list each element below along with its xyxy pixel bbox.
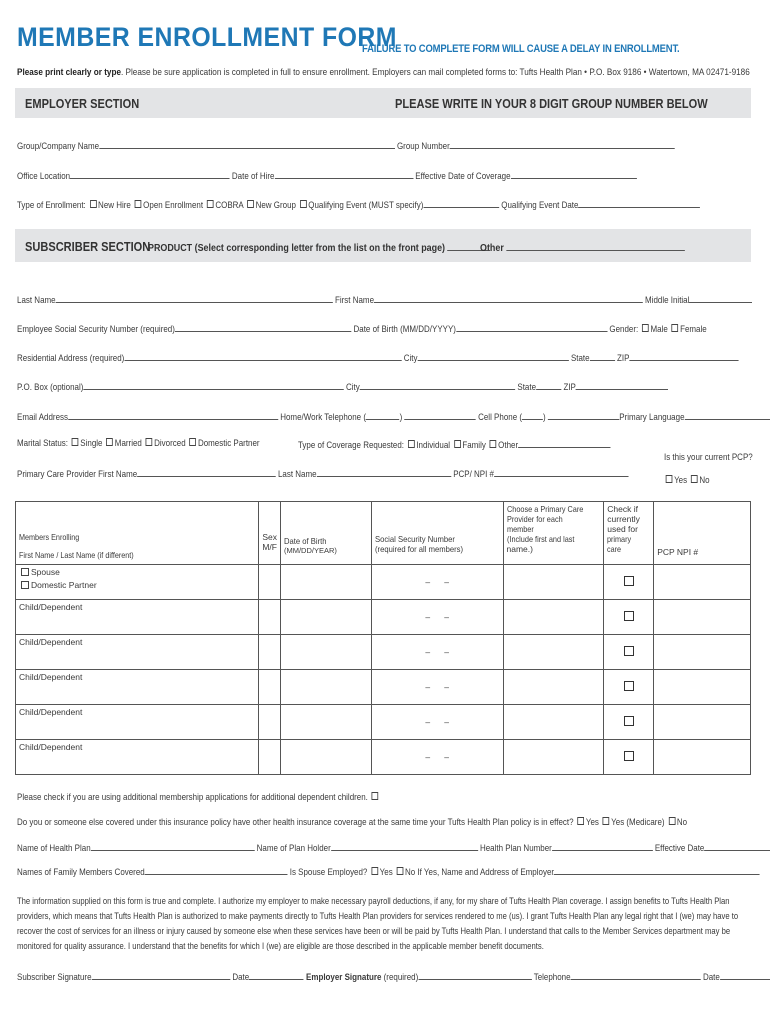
subscriber-signature-label: Subscriber Signature [17,972,92,983]
child-label: Child/Dependent [19,602,83,612]
company-row [17,139,675,152]
signature-row [17,970,770,983]
sex-header: Sex M/F [259,502,281,565]
current-pcp-header: Check if currently used for primary care [604,502,654,565]
spouse-yes-checkbox[interactable] [371,867,378,875]
telephone-label: Telephone [533,972,571,983]
child-label: Child/Dependent [19,742,83,752]
pcp-yes-label: Yes [674,475,688,486]
qualifying-event-field[interactable] [423,198,499,208]
pcp-yes-no [664,475,710,486]
state-label: State [570,353,590,364]
married-label: Married [114,438,142,449]
first-name-field[interactable] [374,293,643,303]
name-health-plan-field[interactable] [91,841,255,851]
dob-field[interactable] [456,322,607,332]
cell-phone-label: Cell Phone ( [478,412,523,423]
single-label: Single [80,438,103,449]
other-coverage-checkbox[interactable] [490,440,497,448]
group-number-label: Group Number [396,141,450,152]
open-enrollment-label: Open Enrollment [143,200,204,211]
po-zip-field[interactable] [576,380,668,390]
name-row [17,293,752,306]
marital-status-label: Marital Status: [17,438,69,449]
new-group-label: New Group [255,200,296,211]
cell-area-field[interactable] [522,410,543,420]
contact-row: Email Address Home/Work Telephone ( ) Cell Phone ( ) Primary Language [17,410,770,423]
form-title: MEMBER ENROLLMENT FORM [17,22,397,52]
company-name-label: Group/Company Name [17,141,100,152]
pcp-no-label: No [699,475,710,486]
members-header: Members Enrolling First Name / Last Name (if different) [16,502,259,565]
table-row: Child/Dependent – – [16,600,751,635]
spouse-checkbox[interactable] [21,568,29,576]
qualifying-event-date-field[interactable] [578,198,700,208]
other-coverage-question: Do you or someone else covered under this insurance policy have other health insurance coverage at the same time your Tufts Health Plan policy is in effect? [17,817,574,828]
name-health-plan-label: Name of Health Plan [17,843,91,854]
res-address-label: Residential Address (required) [17,353,125,364]
effective-date-field[interactable] [511,169,637,179]
subscriber-section-band [15,229,751,262]
enrollment-type-row [17,198,700,211]
failure-notice: FAILURE TO COMPLETE FORM WILL CAUSE A DELAY IN ENROLLMENT. [362,43,680,55]
po-box-field[interactable] [83,380,343,390]
employer-signature-field[interactable] [418,970,531,980]
family-checkbox[interactable] [454,440,461,448]
other-yes-label: Yes [585,817,599,828]
date-of-hire-field[interactable] [274,169,413,179]
subscriber-section-label: SUBSCRIBER SECTION [25,239,151,254]
current-pcp-checkbox[interactable] [624,681,634,691]
current-pcp-checkbox[interactable] [624,716,634,726]
additional-apps-row [17,792,380,803]
qualifying-event-date-label: Qualifying Event Date [501,200,579,211]
domestic-partner-row-checkbox[interactable] [21,581,29,589]
ssn-header: Social Security Number (required for all members) [371,502,503,565]
middle-initial-field[interactable] [689,293,752,303]
domestic-partner-label: Domestic Partner [197,438,260,449]
spouse-label: Spouse [31,567,60,577]
child-label: Child/Dependent [19,672,83,682]
group-number-banner: PLEASE WRITE IN YOUR 8 DIGIT GROUP NUMBER BELOW [395,96,708,111]
spouse-no-label: No [404,867,416,878]
dob-label: Date of Birth (MM/DD/YYYY) [353,324,456,335]
coverage-type-label: Type of Coverage Requested: [298,440,405,451]
group-number-field[interactable] [450,139,675,149]
divorced-checkbox[interactable] [146,438,153,446]
qualifying-event-label: Qualifying Event (MUST specify) [308,200,424,211]
new-hire-checkbox[interactable] [90,200,97,208]
family-members-field[interactable] [145,865,288,875]
other-coverage-question-row [17,817,687,828]
cobra-checkbox[interactable] [207,200,214,208]
current-pcp-checkbox[interactable] [624,611,634,621]
date-of-hire-label: Date of Hire [231,171,275,182]
sub-date-field[interactable] [249,970,304,980]
table-row: Child/Dependent – – [16,705,751,740]
employer-section-band [15,88,751,118]
hp-effective-field[interactable] [704,841,770,851]
spouse-yes-label: Yes [379,867,393,878]
home-phone-field[interactable] [404,410,475,420]
city-field[interactable] [418,351,569,361]
open-enrollment-checkbox[interactable] [135,200,142,208]
primary-language-label: Primary Language [619,412,685,423]
male-label: Male [650,324,668,335]
other-coverage-label: Other [498,440,519,451]
female-label: Female [680,324,707,335]
table-row: Child/Dependent – – [16,740,751,775]
pcp-npi-field[interactable] [494,467,628,477]
health-plan-row [17,841,770,854]
plan-holder-field[interactable] [331,841,478,851]
pcp-row [17,467,628,480]
male-checkbox[interactable] [642,324,649,332]
pcp-no-checkbox[interactable] [691,475,698,483]
child-label: Child/Dependent [19,707,83,717]
po-box-row [17,380,668,393]
hp-effective-label: Effective Date [654,843,705,854]
qualifying-event-checkbox[interactable] [300,200,307,208]
po-state-field[interactable] [536,380,561,390]
cell-phone-field[interactable] [548,410,619,420]
individual-checkbox[interactable] [408,440,415,448]
current-pcp-checkbox[interactable] [624,576,634,586]
divorced-label: Divorced [154,438,186,449]
other-coverage-field[interactable] [518,438,610,448]
employer-section-label: EMPLOYER SECTION [25,96,140,111]
employer-name-label: If Yes, Name and Address of Employer [417,867,555,878]
child-label: Child/Dependent [19,637,83,647]
po-box-label: P.O. Box (optional) [17,382,84,393]
primary-language-field[interactable] [685,410,770,420]
pcp-choice-header: Choose a Primary Care Provider for each member (Include first and last name.) [503,502,604,565]
additional-apps-label: Please check if you are using additional membership applications for additional dependent children. [17,792,368,803]
family-label: Family [462,440,486,451]
office-row [17,169,637,182]
pcp-question: Is this your current PCP? [664,452,753,463]
new-hire-label: New Hire [98,200,131,211]
cobra-label: COBRA [215,200,244,211]
last-name-label: Last Name [17,295,56,306]
last-name-field[interactable] [56,293,333,303]
individual-label: Individual [416,440,451,451]
pcp-last-label: Last Name [277,469,317,480]
single-checkbox[interactable] [72,438,79,446]
state-field[interactable] [590,351,615,361]
pcp-last-field[interactable] [317,467,451,477]
po-state-label: State [517,382,537,393]
home-area-field[interactable] [366,410,400,420]
table-header-row [16,502,751,565]
spouse-no-checkbox[interactable] [397,867,404,875]
domestic-partner-row-label: Domestic Partner [31,580,97,590]
other-no-label: No [676,817,688,828]
employer-signature-label: Employer Signature [306,972,382,983]
office-location-label: Office Location [17,171,71,182]
po-city-field[interactable] [360,380,515,390]
pcp-first-label: Primary Care Provider First Name [17,469,138,480]
employer-name-field[interactable] [554,865,760,875]
po-zip-label: ZIP [563,382,576,393]
subscriber-signature-field[interactable] [92,970,231,980]
print-rest: . Please be sure application is completed in full to ensure enrollment. Employers can mail completed forms to: Tufts Health Plan • P.O. Box 9186 • Watertown, MA 02471-9186 [120,67,750,78]
table-row: Child/Dependent – – [16,635,751,670]
product-label: PRODUCT (Select corresponding letter from the list on the front page) [148,241,488,254]
other-yes-checkbox[interactable] [577,817,584,825]
pcp-first-field[interactable] [137,467,276,477]
other-no-checkbox[interactable] [668,817,675,825]
ssn-row [17,322,707,335]
plan-holder-label: Name of Plan Holder [256,843,331,854]
spouse-employed-label: Is Spouse Employed? [289,867,368,878]
new-group-checkbox[interactable] [247,200,254,208]
email-label: Email Address [17,412,69,423]
office-location-field[interactable] [70,169,230,179]
marital-row [17,438,260,449]
current-pcp-checkbox[interactable] [624,646,634,656]
zip-field[interactable] [629,351,738,361]
first-name-label: First Name [335,295,375,306]
email-field[interactable] [68,410,278,420]
company-name-field[interactable] [99,139,395,149]
other-medicare-label: Yes (Medicare) [611,817,665,828]
res-address-field[interactable] [124,351,401,361]
table-row: Spouse Domestic Partner – – [16,565,751,600]
emp-date-field[interactable] [720,970,770,980]
print-bold: Please print clearly or type [17,67,121,78]
legal-text: The information supplied on this form is true and complete. I authorize my employer to make necessary payroll deductions, if any, for my share of Tufts Health Plan coverage. I assign benefits to Tufts Health Plan providers, which means that Tufts Health Plan is authorized to make payments directly to Tufts Health Plan providers for services rendered to me (us). I grant Tufts Health Plan any legal right that I (we) may have to recover the cost of services for an illness or injury caused by someone else when these services have been or will be paid by Tufts Health Plan. I understand that calls to the Member Services department may be monitored for quality assurance. I understand that the benefits for which I (we) are eligible are those described in the applicable member benefit documents. [17,896,739,951]
emp-date-label: Date [702,972,720,983]
npi-header: PCP NPI # [654,502,751,565]
coverage-row [298,438,611,451]
address-row [17,351,739,364]
other-medicare-checkbox[interactable] [603,817,610,825]
po-city-label: City [346,382,360,393]
telephone-field[interactable] [571,970,701,980]
family-members-label: Names of Family Members Covered [17,867,145,878]
gender-label: Gender: [609,324,639,335]
print-instructions [17,67,750,78]
family-members-row [17,865,760,878]
type-of-enrollment-label: Type of Enrollment: [17,200,86,211]
female-checkbox[interactable] [672,324,679,332]
employer-signature-required: (required) [381,972,419,983]
pcp-npi-label: PCP/ NPI # [453,469,495,480]
pcp-yes-checkbox[interactable] [666,475,673,483]
effective-date-label: Effective Date of Coverage [415,171,511,182]
zip-label: ZIP [616,353,630,364]
ssn-label: Employee Social Security Number (required) [17,324,175,335]
ssn-field[interactable] [175,322,351,332]
additional-apps-checkbox[interactable] [372,792,379,800]
table-row: Child/Dependent – – [16,670,751,705]
home-phone-label: Home/Work Telephone ( [280,412,366,423]
hp-number-label: Health Plan Number [479,843,552,854]
dob-header: Date of Birth (MM/DD/YEAR) [280,502,371,565]
current-pcp-checkbox[interactable] [624,751,634,761]
city-label: City [403,353,418,364]
members-table [15,501,751,775]
domestic-partner-checkbox[interactable] [190,438,197,446]
other-label: Other [480,241,685,254]
married-checkbox[interactable] [106,438,113,446]
sub-date-label: Date [232,972,250,983]
middle-initial-label: Middle Initial [645,295,690,306]
hp-number-field[interactable] [552,841,653,851]
